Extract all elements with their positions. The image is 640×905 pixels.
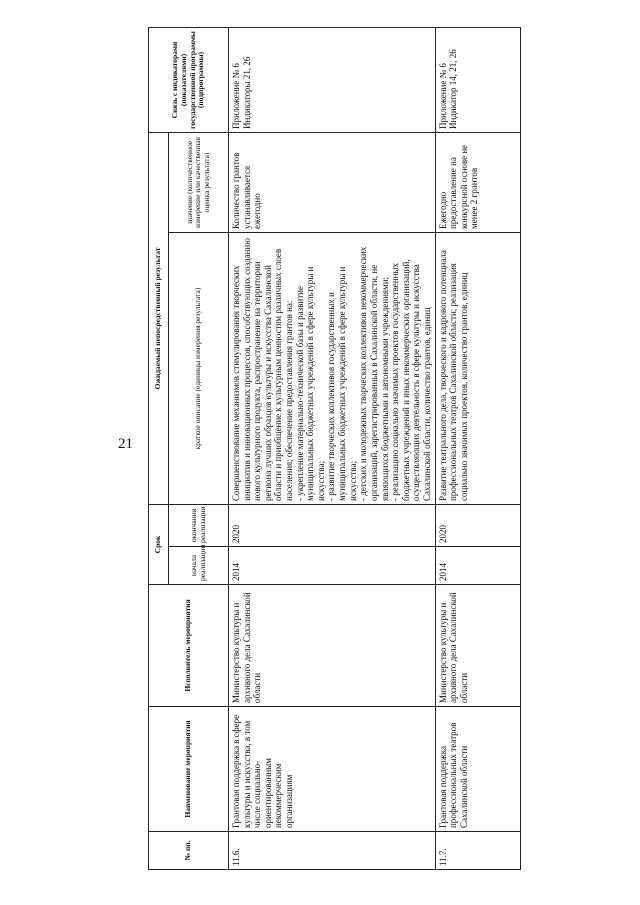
measures-table [148,27,521,870]
page-number: 21 [118,436,133,452]
row-end: 2020 [229,504,436,546]
row-num: 11.7. [435,832,520,870]
row-link: Приложение № 6 Индикатор 14, 21, 26 [435,27,520,132]
header-result: Ожидаемый непосредственный результат [149,132,169,504]
header-num: № пп. [149,832,229,870]
header-term-end: окончания реализации [169,504,229,546]
header-executor: Исполнитель мероприятия [149,585,229,707]
row-name: Грантовая поддержка профессиональных театров Сахалинской области [435,707,520,832]
document-table-rotated [148,28,478,870]
header-term-start: начала реализации [169,547,229,585]
header-term: Срок [149,504,169,584]
row-value: Количество грантов устанавливается ежегодно [229,132,436,232]
row-start: 2014 [229,547,436,585]
row-end: 2020 [435,504,520,546]
row-name: Грантовая поддержка в сфере культуры и искусства, в том числе социально-ориентированным некоммерческим организациям [229,707,436,832]
row-link: Приложение № 6 Индикаторы 21, 26 [229,27,436,132]
header-link: Связь с индикаторами (показателями) государственной программы (подпрограммы) [149,27,229,132]
row-executor: Министерство культуры и архивного дела Сахалинской области [435,585,520,707]
table-row [229,27,436,869]
header-result-value: значение (количественное измерение или качественная оценка результата) [169,132,229,232]
row-description: Совершенствование механизмов стимулирования творческих инициатив и инновационных процессов, способствующих созданию нового культурного продукта, распространение на территории региона лучших образцов культуры и искусства Сахалинской области и приобщение к культурным ценностям различных слоев населения; обеспечение предоставления грантов на: - укрепление материально-технической базы и развитие муниципальных бюджетных учреждений в сфере культуры и искусства; - развитие творческих коллективов государственных и муниципальных бюджетных учреждений в сфере культуры и искусства; - детских и молодежных творческих коллективов некоммерческих организаций, зарегистрированных в Сахалинской области, не являющихся бюджетными и автономными учреждениями; - реализацию социально значимых проектов государственных бюджетных учреждений и иных некоммерческих организаций, осуществляющих деятельность в сфере культуры и искусства Сахалинской области, количество грантов, единиц [229,232,436,504]
header-name: Наименование мероприятия [149,707,229,832]
row-executor: Министерство культуры и архивного дела Сахалинской области [229,585,436,707]
row-num: 11.6. [229,832,436,870]
header-row-1 [149,27,169,869]
row-start: 2014 [435,547,520,585]
header-result-desc: краткое описание (единицы измерения результата) [169,232,229,504]
row-value: Ежегодно предоставление на конкурсной основе не менее 2 грантов [435,132,520,232]
row-description: Развитие театрального дела, творческого и кадрового потенциала профессиональных театров Сахалинской области; реализация социально значимых проектов, количество грантов, единиц [435,232,520,504]
table-row [435,27,520,869]
